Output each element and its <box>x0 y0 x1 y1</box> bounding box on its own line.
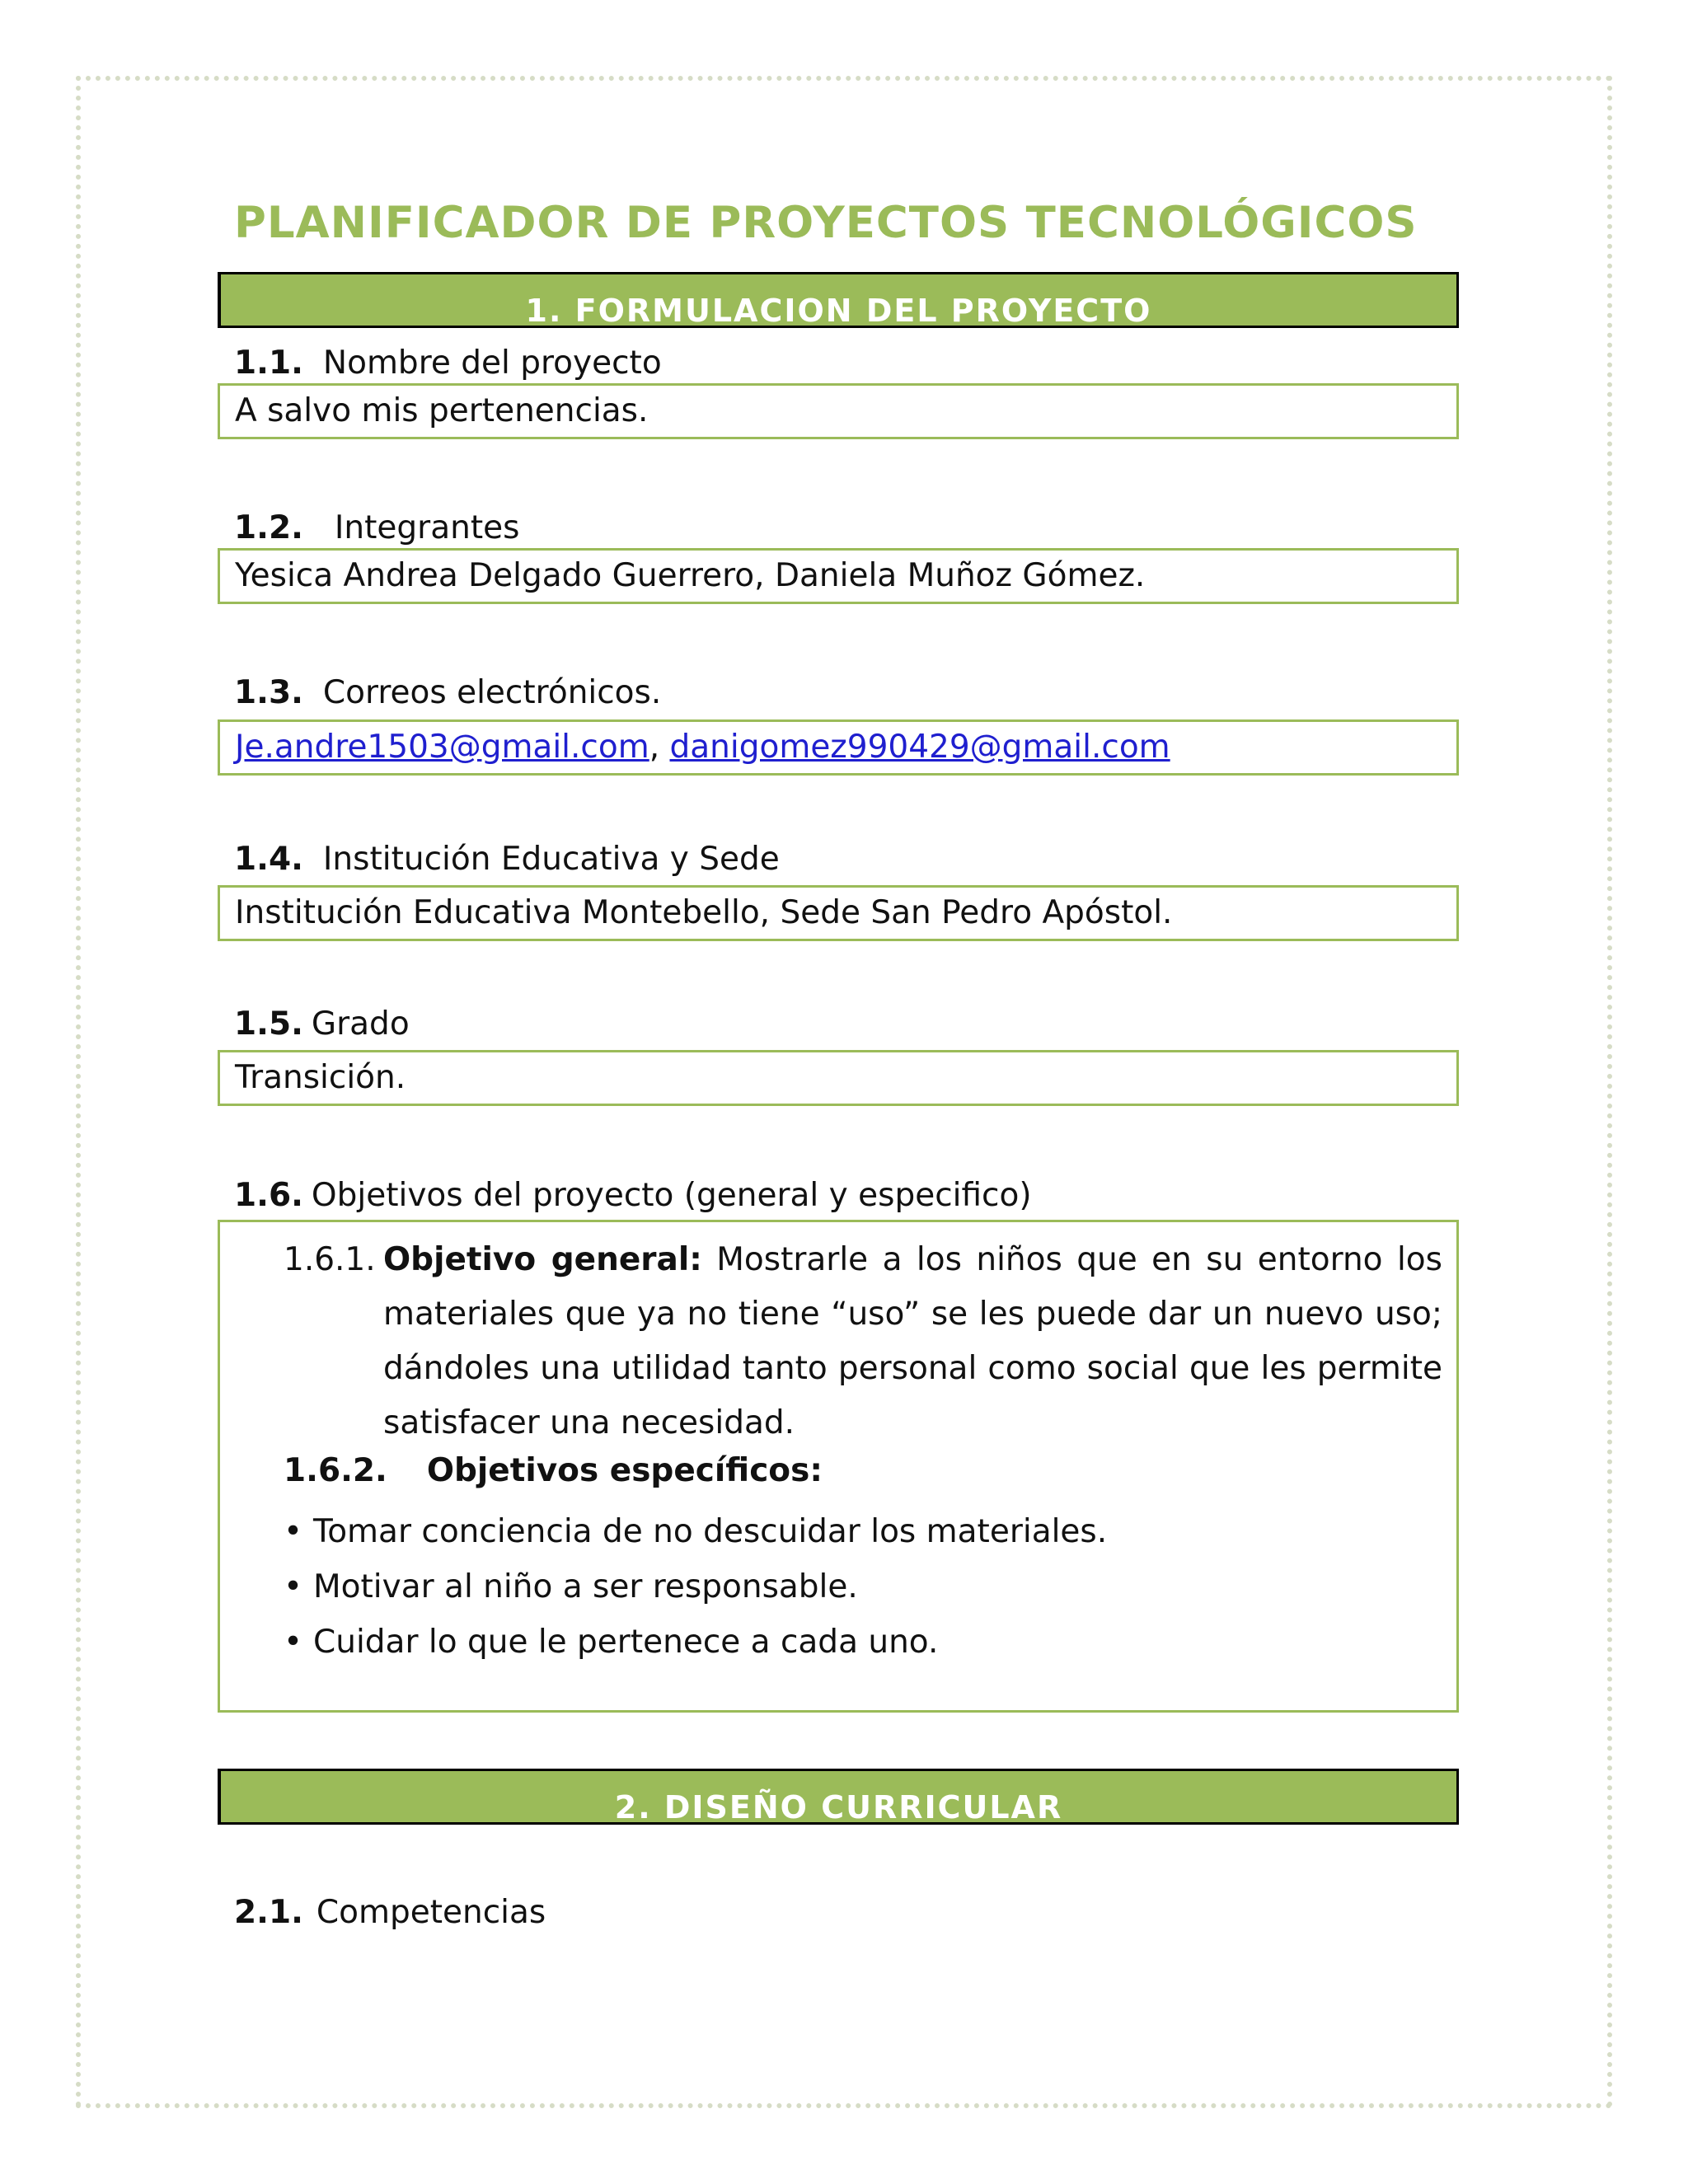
field-1-5-label <box>234 1005 410 1043</box>
field-number: 1.6. <box>234 1177 303 1214</box>
field-1-4-label <box>234 841 780 878</box>
general-objective <box>284 1233 1442 1451</box>
general-objective-number: 1.6.1. <box>284 1241 376 1278</box>
list-item <box>284 1615 1107 1670</box>
field-label-text: Competencias <box>316 1894 546 1931</box>
general-objective-text <box>383 1233 1442 1451</box>
bullet-icon: • <box>284 1568 303 1605</box>
field-number: 1.4. <box>234 841 303 878</box>
list-item <box>284 1504 1107 1559</box>
list-item-text: Motivar al niño a ser responsable. <box>313 1568 858 1605</box>
email-link-2[interactable]: danigomez990429@gmail.com <box>669 729 1170 766</box>
document-title: PLANIFICADOR DE PROYECTOS TECNOLÓGICOS <box>234 198 1418 248</box>
field-label-text: Correos electrónicos. <box>322 674 662 711</box>
field-label-text: Grado <box>311 1005 410 1043</box>
section-1-heading: 1. FORMULACION DEL PROYECTO <box>218 272 1459 328</box>
emails-box <box>218 719 1459 776</box>
section-2-heading: 2. DISEÑO CURRICULAR <box>218 1769 1459 1825</box>
field-number: 1.2. <box>234 509 303 546</box>
specific-objectives-label: Objetivos específicos: <box>426 1452 823 1489</box>
field-label-text: Institución Educativa y Sede <box>322 841 780 878</box>
field-label-text: Nombre del proyecto <box>322 344 662 382</box>
field-1-2-label <box>234 509 519 546</box>
email-link-1[interactable]: Je.andre1503@gmail.com <box>235 729 649 766</box>
institution-box: Institución Educativa Montebello, Sede San Pedro Apóstol. <box>218 885 1459 941</box>
list-item-text: Cuidar lo que le pertenece a cada uno. <box>313 1624 939 1661</box>
field-2-1-label <box>234 1894 546 1931</box>
email-separator: , <box>649 729 670 766</box>
specific-objectives-title <box>284 1452 823 1489</box>
general-objective-lead: Objetivo general: <box>383 1241 702 1278</box>
list-item <box>284 1559 1107 1615</box>
members-box: Yesica Andrea Delgado Guerrero, Daniela Muñoz Gómez. <box>218 548 1459 604</box>
field-1-3-label <box>234 674 661 711</box>
project-name-box: A salvo mis pertenencias. <box>218 383 1459 439</box>
field-number: 1.3. <box>234 674 303 711</box>
general-objective-body: Mostrarle a los niños que en su entorno los materiales que ya no tiene “uso” se les puede dar un nuevo uso; dándoles una utilidad tanto personal como social que les permite satisfacer una necesidad. <box>383 1241 1442 1441</box>
specific-objectives-number: 1.6.2. <box>284 1452 387 1489</box>
field-label-text: Integrantes <box>334 509 520 546</box>
field-label-text: Objetivos del proyecto (general y especifico) <box>311 1177 1032 1214</box>
specific-objectives-list <box>284 1504 1107 1670</box>
bullet-icon: • <box>284 1513 303 1550</box>
grade-box: Transición. <box>218 1050 1459 1106</box>
field-1-1-label <box>234 344 662 382</box>
bullet-icon: • <box>284 1624 303 1661</box>
field-1-6-label <box>234 1177 1032 1214</box>
list-item-text: Tomar conciencia de no descuidar los materiales. <box>313 1513 1108 1550</box>
field-number: 2.1. <box>234 1894 303 1931</box>
field-number: 1.1. <box>234 344 303 382</box>
field-number: 1.5. <box>234 1005 303 1043</box>
